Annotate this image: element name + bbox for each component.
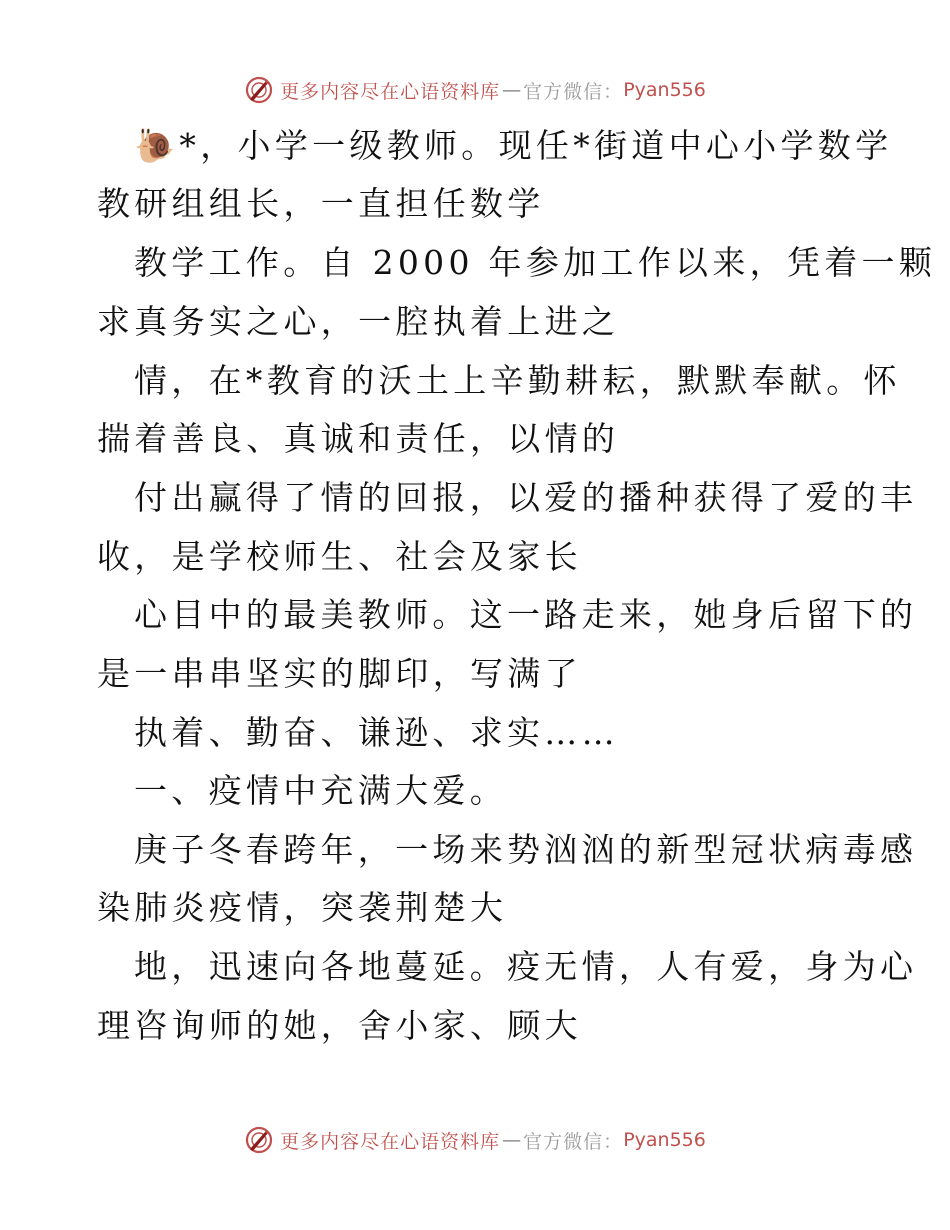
watermark-site-text: 更多内容尽在心语资料库 <box>280 80 501 103</box>
quill-pen-logo-icon <box>244 75 274 105</box>
quill-pen-logo-icon <box>244 1125 274 1155</box>
text-line: 情，在*教育的沃土上辛勤耕耘，默默奉献。怀 <box>134 361 901 400</box>
text-line: 理咨询师的她，舍小家、顾大 <box>97 1006 582 1045</box>
text-line: 心目中的最美教师。这一路走来，她身后留下的 <box>134 595 918 634</box>
text-line: 🐌*，小学一级教师。现任*街道中心小学数学 <box>134 126 893 165</box>
watermark-wechat-label: 官方微信： <box>523 80 624 103</box>
text-line: 收，是学校师生、社会及家长 <box>97 537 582 576</box>
footer-watermark <box>0 1120 950 1160</box>
text-line: 揣着善良、真诚和责任，以情的 <box>97 419 620 458</box>
section-heading: 一、疫情中充满大爱。 <box>134 771 507 810</box>
watermark-wechat-label: 官方微信： <box>523 1130 624 1153</box>
header-watermark <box>0 70 950 110</box>
watermark-separator: — <box>502 1129 522 1151</box>
text-line: 执着、勤奋、谦逊、求实…… <box>134 713 619 752</box>
text-line: 是一串串坚实的脚印，写满了 <box>97 654 582 693</box>
watermark-separator: — <box>502 79 522 101</box>
text-line: 教学工作。自 2000 年参加工作以来，凭着一颗 <box>134 243 937 282</box>
text-line: 付出赢得了情的回报，以爱的播种获得了爱的丰 <box>134 478 918 517</box>
text-line: 求真务实之心，一腔执着上进之 <box>97 302 620 341</box>
text-line: 地，迅速向各地蔓延。疫无情，人有爱，身为心 <box>134 947 918 986</box>
text-line: 庚子冬春跨年，一场来势汹汹的新型冠状病毒感 <box>134 830 918 869</box>
watermark-wechat-id: Pyan556 <box>623 79 706 101</box>
watermark-wechat-id: Pyan556 <box>623 1129 706 1151</box>
text-line: 教研组组长，一直担任数学 <box>97 184 545 223</box>
watermark-site-text: 更多内容尽在心语资料库 <box>280 1130 501 1153</box>
text-line: 染肺炎疫情，突袭荆楚大 <box>97 888 508 927</box>
